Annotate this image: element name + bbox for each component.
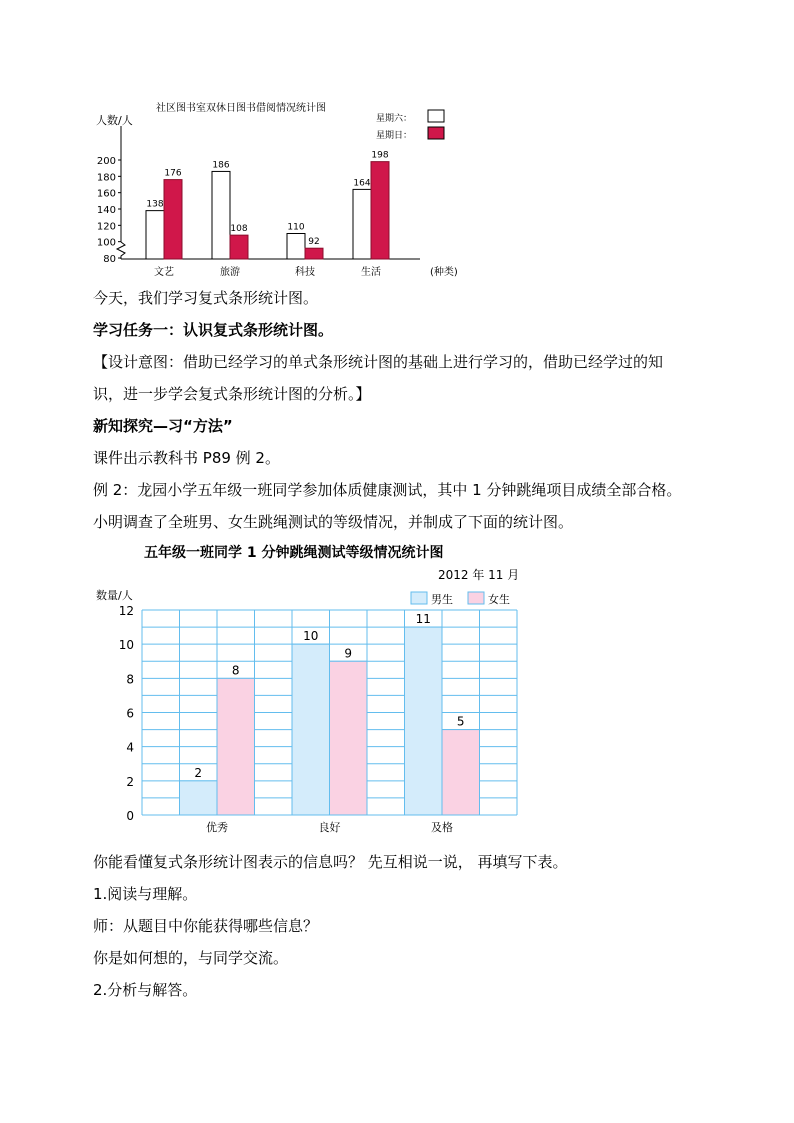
chart1-y-tick-label: 200 — [96, 156, 116, 167]
chart1-ylabel: 人数/人 — [96, 114, 133, 127]
chart2-category-label: 优秀 — [206, 821, 228, 834]
chart1-title: 社区图书室双休日图书借阅情况统计图 — [156, 103, 326, 114]
chart1-bar-sunday — [305, 248, 323, 259]
chart1-bar-sunday — [164, 180, 182, 259]
discussion-line: 你是如何想的，与同学交流。 — [93, 949, 289, 967]
chart2-bar-value: 5 — [456, 714, 465, 729]
chart1-bar-saturday — [212, 171, 230, 259]
chart2-bar-value: 11 — [415, 612, 431, 627]
chart1-y-tick-label: 100 — [96, 237, 116, 249]
chart1-bar-value: 176 — [164, 168, 182, 179]
chart2-legend-swatch — [468, 592, 484, 604]
chart2-y-tick-label: 6 — [126, 706, 134, 721]
chart1-y-tick-label: 160 — [96, 188, 116, 200]
chart1-bar-saturday — [146, 211, 164, 259]
chart1-legend-swatch — [428, 127, 444, 139]
chart2-category-label: 及格 — [431, 821, 453, 834]
library-borrowing-chart — [0, 0, 794, 290]
chart1-y-tick-label: 140 — [96, 205, 116, 216]
chart2-bar-value: 8 — [231, 663, 240, 678]
design-intent-line2: 识，进一步学会复式条形统计图的分析。】 — [93, 385, 371, 403]
intro-line: 今天，我们学习复式条形统计图。 — [93, 289, 319, 307]
chart2-bar-boys — [180, 781, 218, 815]
design-intent-line1: 【设计意图：借助已经学习的单式条形统计图的基础上进行学习的，借助已经学过的知 — [93, 353, 664, 371]
chart1-legend-label: 星期六： — [376, 114, 413, 124]
chart1-axis-break — [117, 242, 125, 259]
chart1-y-tick-label: 180 — [96, 172, 116, 184]
chart1-bar-sunday — [230, 235, 248, 259]
chart1-bar-value: 164 — [353, 178, 371, 189]
step-two: 2.分析与解答。 — [93, 981, 198, 999]
chart2-legend-label: 男生 — [431, 593, 453, 606]
chart2-bar-girls — [217, 678, 255, 815]
chart2-y-tick-label: 2 — [126, 774, 134, 789]
chart2-legend-swatch — [411, 592, 427, 604]
example-line2: 小明调查了全班男、女生跳绳测试的等级情况，并制成了下面的统计图。 — [93, 513, 574, 531]
chart1-bar-sunday — [371, 162, 389, 259]
chart1-category-label: 旅游 — [220, 267, 240, 278]
chart1-legend-label: 星期日： — [376, 131, 413, 141]
chart2-category-label: 良好 — [318, 821, 341, 834]
chart2-y-tick-label: 8 — [126, 672, 134, 687]
chart2-y-tick-label: 0 — [126, 809, 134, 823]
chart2-bar-value: 9 — [344, 646, 353, 661]
chart2-y-tick-label: 10 — [118, 638, 134, 653]
chart1-legend-swatch — [428, 110, 444, 122]
chart1-xlabel: (种类) — [430, 267, 458, 278]
example-line1: 例 2：龙园小学五年级一班同学参加体质健康测试，其中 1 分钟跳绳项目成绩全部合格。 — [93, 481, 682, 499]
new-knowledge-heading: 新知探究—习“方法” — [93, 417, 233, 435]
chart2-bar-girls — [330, 661, 368, 815]
chart1-category-label: 文艺 — [154, 267, 174, 278]
task-one-heading: 学习任务一：认识复式条形统计图。 — [93, 321, 334, 339]
step-one: 1.阅读与理解。 — [93, 885, 198, 903]
chart1-category-label: 科技 — [295, 267, 315, 278]
chart1-bar-saturday — [353, 189, 371, 259]
chart1-bar-value: 186 — [212, 160, 230, 171]
chart1-y-tick-label: 120 — [96, 221, 116, 233]
question-line: 你能看懂复式条形统计图表示的信息吗？ 先互相说一说， 再填写下表。 — [93, 853, 568, 871]
chart2-y-tick-label: 4 — [126, 740, 134, 755]
chart1-bar-value: 110 — [287, 222, 305, 233]
chart1-bar-saturday — [287, 234, 305, 260]
chart1-category-label: 生活 — [361, 267, 381, 278]
chart2-y-tick-label: 12 — [118, 604, 134, 618]
chart2-subtitle: 2012 年 11 月 — [438, 568, 520, 582]
chart2-bar-value: 10 — [303, 629, 319, 644]
chart2-legend-label: 女生 — [488, 593, 510, 606]
chart1-bar-value: 108 — [230, 224, 248, 235]
courseware-line: 课件出示教科书 P89 例 2。 — [93, 449, 280, 467]
chart1-y-tick-label: 80 — [103, 254, 116, 265]
chart1-bar-value: 138 — [146, 199, 164, 210]
rope-skipping-chart — [0, 535, 794, 840]
chart1-bar-value: 92 — [308, 237, 320, 248]
chart2-title: 五年级一班同学 1 分钟跳绳测试等级情况统计图 — [144, 545, 444, 561]
chart1-bar-value: 198 — [371, 150, 389, 161]
chart2-bar-value: 2 — [194, 765, 203, 780]
chart2-bar-girls — [442, 730, 480, 815]
chart2-bar-boys — [405, 627, 443, 815]
chart2-ylabel: 数量/人 — [96, 589, 133, 602]
chart2-bar-boys — [292, 644, 330, 815]
teacher-question: 师：从题目中你能获得哪些信息？ — [93, 917, 319, 935]
